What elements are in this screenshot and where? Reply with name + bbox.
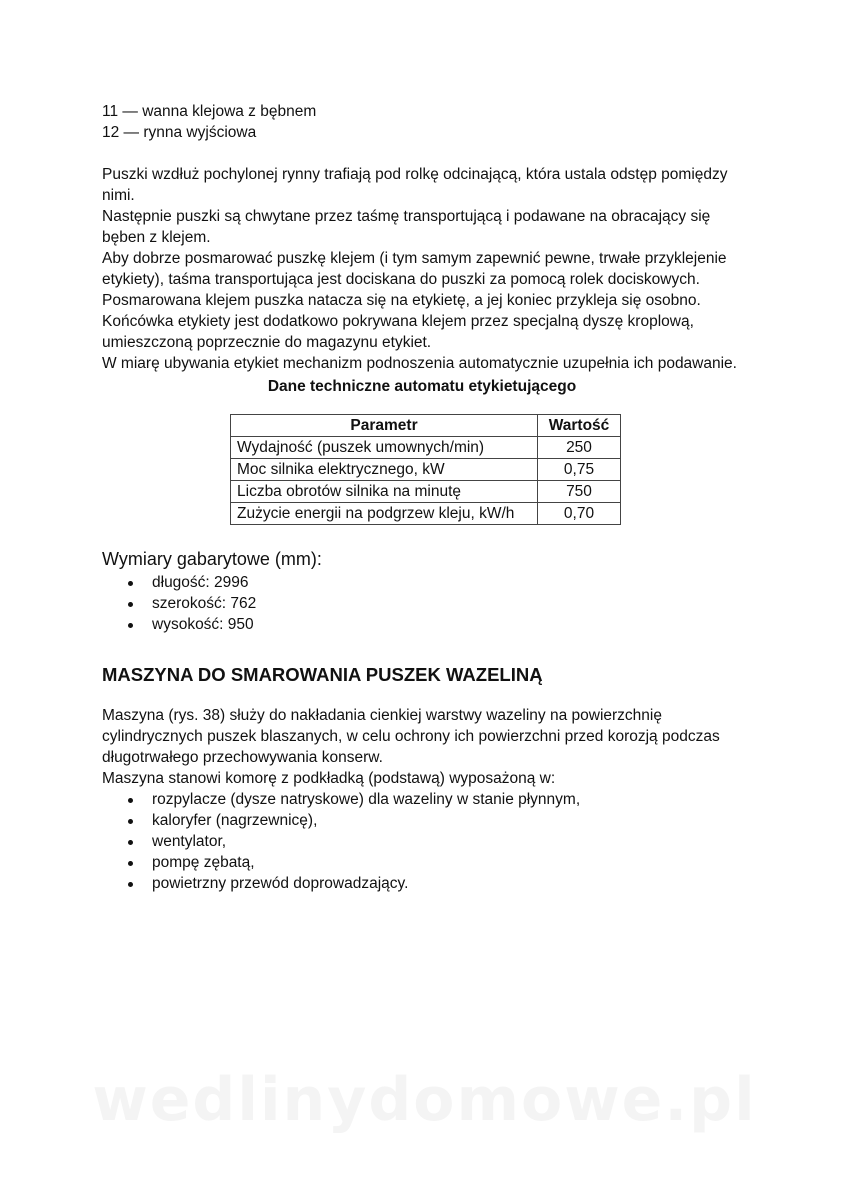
table-row (231, 503, 621, 525)
paragraph: Puszki wzdłuż pochylonej rynny trafiają pod rolkę odcinającą, która ustala odstęp pomiędzy nimi. (102, 166, 728, 204)
section-description (102, 705, 742, 789)
column-header-value: Wartość (538, 415, 621, 437)
equipment-list (102, 789, 742, 894)
description (102, 164, 742, 374)
tech-data-table (230, 414, 621, 525)
dimensions-heading: Wymiary gabarytowe (mm): (102, 549, 322, 569)
table-cell-value: 750 (538, 481, 621, 503)
paragraph: Następnie puszki są chwytane przez taśmę transportującą i podawane na obracający się bęben z klejem. (102, 208, 711, 246)
table-cell-value: 250 (538, 437, 621, 459)
table-title: Dane techniczne automatu etykietującego (267, 378, 577, 395)
list-item: kaloryfer (nagrzewnicę), (102, 810, 742, 831)
paragraph: Maszyna stanowi komorę z podkładką (podstawą) wyposażoną w: (102, 770, 556, 787)
section-heading: MASZYNA DO SMAROWANIA PUSZEK WAZELINĄ (102, 664, 543, 685)
document-body (102, 101, 742, 894)
table-cell-parameter: Liczba obrotów silnika na minutę (231, 481, 538, 503)
paragraph: Aby dobrze posmarować puszkę klejem (i tym samym zapewnić pewne, trwałe przyklejenie etykiety), taśma transportująca jest dociskana do puszki za pomocą rolek dociskowych. (102, 250, 727, 288)
list-item: powietrzny przewód doprowadzający. (102, 873, 742, 894)
column-header-parameter: Parametr (231, 415, 538, 437)
list-item: wysokość: 950 (102, 614, 742, 635)
list-item: pompę zębatą, (102, 852, 742, 873)
list-item: długość: 2996 (102, 572, 742, 593)
paragraph: Maszyna (rys. 38) służy do nakładania cienkiej warstwy wazeliny na powierzchnię cylindrycznych puszek blaszanych, w celu ochrony ich powierzchni przed korozją podczas długotrwałego przechowywania konserw. (102, 707, 720, 766)
table-cell-parameter: Moc silnika elektrycznego, kW (231, 459, 538, 481)
list-item: szerokość: 762 (102, 593, 742, 614)
paragraph: W miarę ubywania etykiet mechanizm podnoszenia automatycznie uzupełnia ich podawanie. (102, 355, 737, 372)
table-row (231, 437, 621, 459)
table-cell-parameter: Zużycie energii na podgrzew kleju, kW/h (231, 503, 538, 525)
legend-item: 12 — rynna wyjściowa (102, 124, 257, 141)
legend-item: 11 — wanna klejowa z bębnem (102, 103, 317, 120)
paragraph: Posmarowana klejem puszka natacza się na etykietę, a jej koniec przykleja się osobno. (102, 292, 701, 309)
paragraph: Końcówka etykiety jest dodatkowo pokrywana klejem przez specjalną dyszę kroplową, umieszczoną poprzecznie do magazynu etykiet. (102, 313, 694, 351)
table-cell-value: 0,70 (538, 503, 621, 525)
legend (102, 101, 742, 143)
list-item: wentylator, (102, 831, 742, 852)
table-row (231, 459, 621, 481)
watermark: wedlinydomowe.pl (92, 1065, 757, 1135)
table-cell-value: 0,75 (538, 459, 621, 481)
list-item: rozpylacze (dysze natryskowe) dla wazeliny w stanie płynnym, (102, 789, 742, 810)
table-row (231, 481, 621, 503)
table-header-row (231, 415, 621, 437)
dimensions-list (102, 572, 742, 635)
table-cell-parameter: Wydajność (puszek umownych/min) (231, 437, 538, 459)
